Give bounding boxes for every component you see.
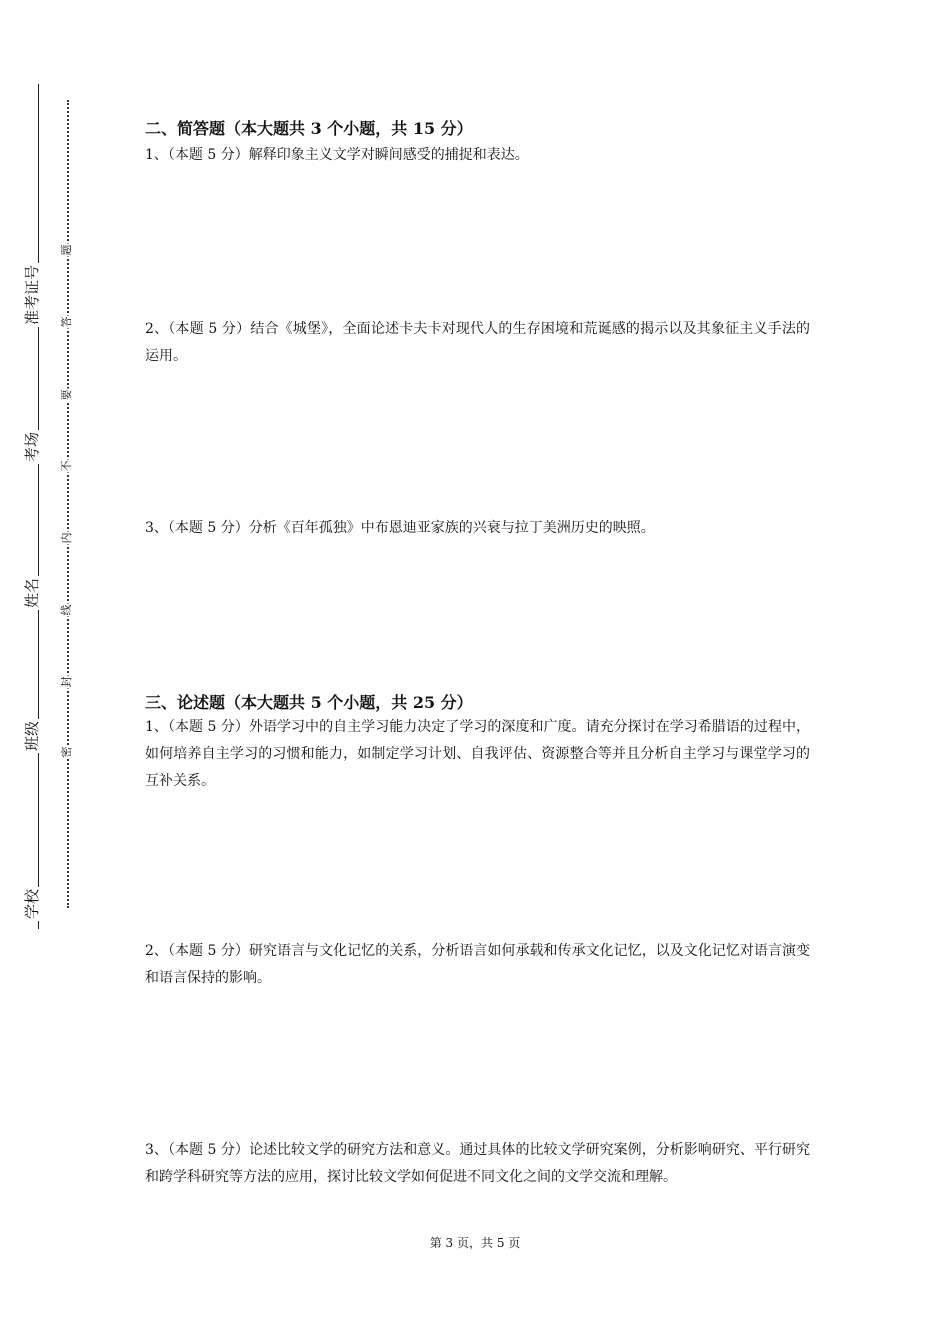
question-item: 2、（本题 5 分）研究语言与文化记忆的关系，分析语言如何承载和传承文化记忆，以及文化记忆对语言演变和语言保持的影响。 <box>145 943 810 986</box>
school-label: 学校 <box>23 888 41 920</box>
exam-room-label: 考场 <box>23 431 41 463</box>
seal-char: 答 <box>60 316 73 328</box>
question-item: 1、（本题 5 分）解释印象主义文学对瞬间感受的捕捉和表达。 <box>145 147 529 163</box>
seal-char: 要 <box>60 389 73 401</box>
seal-char: 题 <box>60 244 73 256</box>
question-item: 1、（本题 5 分）外语学习中的自主学习能力决定了学习的深度和广度。请充分探讨在学习希腊语的过程中，如何培养自主学习的习惯和能力，如制定学习计划、自我评估、资源整合等并且分析自主学习与课堂学习的互补关系。 <box>145 719 810 789</box>
exam-number-label: 准考证号 <box>23 264 41 326</box>
name-label: 姓名 <box>23 577 41 609</box>
page-number: 第 3 页，共 5 页 <box>429 1236 521 1250</box>
seal-char: 不 <box>60 460 73 472</box>
binding-solid-line <box>38 84 39 929</box>
class-label: 班级 <box>23 720 41 752</box>
question-item: 2、（本题 5 分）结合《城堡》，全面论述卡夫卡对现代人的生存困境和荒诞感的揭示以及其象征主义手法的运用。 <box>145 321 810 364</box>
seal-char: 封 <box>60 676 73 688</box>
question-item: 3、（本题 5 分）分析《百年孤独》中布恩迪亚家族的兴衰与拉丁美洲历史的映照。 <box>145 520 655 536</box>
question-item: 3、（本题 5 分）论述比较文学的研究方法和意义。通过具体的比较文学研究案例，分析影响研究、平行研究和跨学科研究等方法的应用，探讨比较文学如何促进不同文化之间的文学交流和理解。 <box>145 1142 810 1185</box>
section-title-essay: 三、论述题（本大题共 5 个小题，共 25 分） <box>145 693 473 712</box>
seal-dotted-line <box>67 100 69 908</box>
seal-char: 密 <box>60 746 73 758</box>
seal-char: 内 <box>60 532 73 544</box>
seal-char: 线 <box>60 604 73 616</box>
section-title-short-answer: 二、简答题（本大题共 3 个小题，共 15 分） <box>145 119 473 138</box>
binding-margin <box>0 0 90 1344</box>
